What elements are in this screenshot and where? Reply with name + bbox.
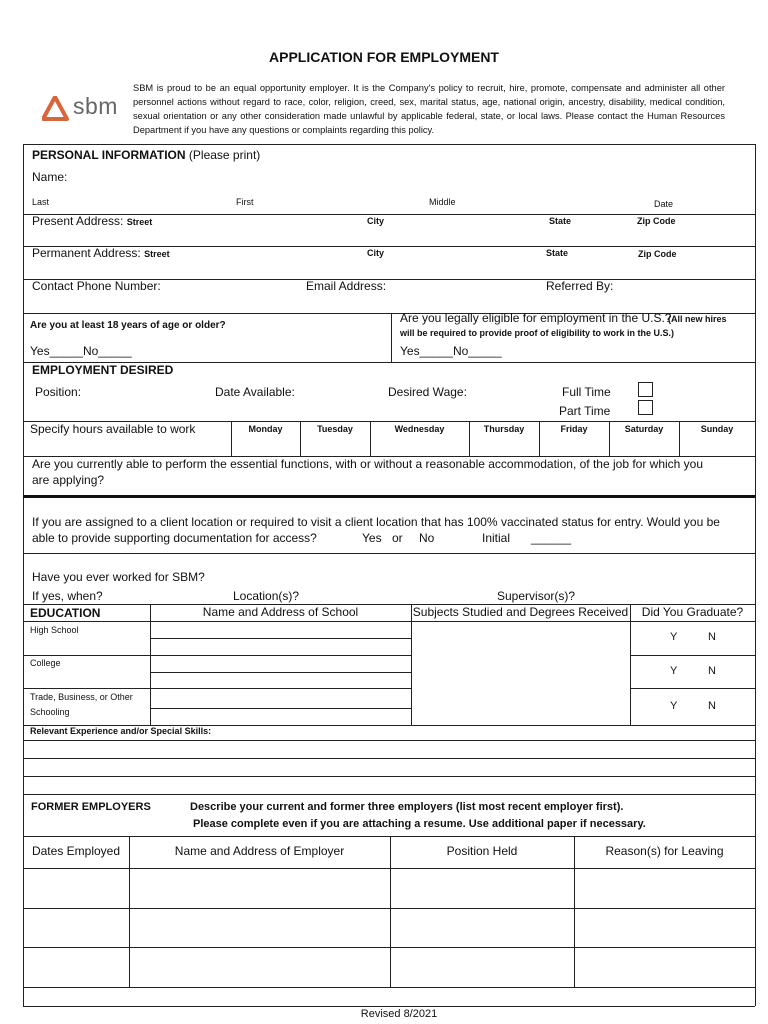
- education-row-college: College: [30, 658, 61, 668]
- essential-functions-question-cont: are applying?: [32, 473, 105, 487]
- locations-label: Location(s)?: [233, 589, 300, 603]
- if-yes-when-label: If yes, when?: [32, 589, 103, 603]
- eligibility-question: Are you legally eligible for employment in the U.S.?: [400, 311, 672, 325]
- vaccination-question: If you are assigned to a client location or required to visit a client location that has 100% vaccinated status for entry. Would you be: [32, 515, 720, 529]
- age-yes-no: Yes_____No_____: [30, 344, 132, 358]
- employment-desired-heading: EMPLOYMENT DESIRED: [32, 363, 174, 377]
- education-heading: EDUCATION: [30, 606, 101, 620]
- worked-for-sbm-question: Have you ever worked for SBM?: [32, 570, 205, 584]
- hours-available-label: Specify hours available to work: [30, 422, 196, 436]
- day-tuesday: Tuesday: [317, 424, 353, 434]
- part-time-checkbox[interactable]: [638, 400, 653, 415]
- revised-date: Revised 8/2021: [360, 1008, 438, 1020]
- page-title: APPLICATION FOR EMPLOYMENT: [269, 49, 499, 65]
- eligibility-yes-no: Yes_____No_____: [400, 344, 502, 358]
- college-graduate-yes[interactable]: Y: [670, 665, 678, 677]
- desired-wage-label: Desired Wage:: [388, 385, 467, 399]
- education-col-subjects: Subjects Studied and Degrees Received: [412, 605, 629, 619]
- employers-col-name: Name and Address of Employer: [174, 844, 345, 858]
- permanent-city-label: City: [367, 248, 385, 258]
- education-col-school: Name and Address of School: [202, 605, 359, 619]
- permanent-state-label: State: [546, 248, 569, 258]
- education-row-trade: Trade, Business, or Other: [30, 692, 133, 702]
- personal-info-note: (Please print): [188, 148, 261, 162]
- logo-mark-icon: [42, 96, 70, 122]
- middle-name-label: Middle: [429, 197, 456, 207]
- relevant-skills-label: Relevant Experience and/or Special Skills:: [30, 726, 212, 736]
- employers-col-position: Position Held: [446, 844, 518, 858]
- supervisors-label: Supervisor(s)?: [497, 589, 576, 603]
- present-address-label: [32, 214, 152, 228]
- full-time-checkbox[interactable]: [638, 382, 653, 397]
- vaccination-or: or: [392, 531, 403, 545]
- full-time-label: Full Time: [562, 385, 611, 399]
- vaccination-initial-label: Initial: [482, 531, 511, 545]
- trade-graduate-no[interactable]: N: [708, 700, 716, 712]
- day-saturday: Saturday: [624, 424, 664, 434]
- present-street-label: Street: [126, 217, 153, 227]
- high-school-graduate-yes[interactable]: Y: [670, 631, 678, 643]
- date-available-label: Date Available:: [215, 385, 295, 399]
- employers-col-reason: Reason(s) for Leaving: [605, 844, 724, 858]
- email-label: Email Address:: [306, 279, 387, 293]
- day-monday: Monday: [248, 424, 283, 434]
- name-label: Name:: [32, 170, 68, 184]
- present-zip-label: Zip Code: [637, 216, 676, 226]
- eligibility-note-1: (All new hires: [668, 314, 727, 324]
- vaccination-initial-field[interactable]: ______: [531, 531, 572, 545]
- first-name-label: First: [236, 197, 254, 207]
- last-name-label: Last: [32, 197, 50, 207]
- eeo-policy: SBM is proud to be an equal opportunity employer. It is the Company's policy to recruit, hire, promote, compensate and administer all other personnel actions without regard to race, color, religion, creed, sex, marital status, age, national origin, ancestry, disability, medical condition, sexual orientation or any other consideration made unlawful by applicable federal, state, or local laws. Please contact the Human Resources Department if you have any questions or complaints regarding this policy.: [133, 83, 725, 135]
- essential-functions-question: Are you currently able to perform the essential functions, with or without a reasonable accommodation, of the job for which you: [32, 457, 704, 471]
- education-row-trade-cont: Schooling: [30, 707, 70, 717]
- eligibility-note-2: will be required to provide proof of eligibility to work in the U.S.): [400, 328, 675, 338]
- college-graduate-no[interactable]: N: [708, 665, 716, 677]
- education-row-high-school: High School: [30, 625, 79, 635]
- day-thursday: Thursday: [483, 424, 525, 434]
- permanent-zip-label: Zip Code: [638, 249, 677, 259]
- referred-by-label: Referred By:: [546, 279, 614, 293]
- vaccination-yes: Yes: [362, 531, 382, 545]
- permanent-address-title: Permanent Address:: [32, 246, 141, 260]
- part-time-label: Part Time: [559, 404, 611, 418]
- personal-info-title: PERSONAL INFORMATION: [32, 148, 186, 162]
- day-sunday: Sunday: [700, 424, 734, 434]
- present-address-title: Present Address:: [32, 214, 124, 228]
- former-employers-heading: FORMER EMPLOYERS: [31, 801, 151, 813]
- logo-text: sbm: [73, 93, 118, 119]
- date-label: Date: [654, 199, 674, 209]
- phone-label: Contact Phone Number:: [32, 279, 161, 293]
- day-friday: Friday: [560, 424, 588, 434]
- vaccination-question-cont: able to provide supporting documentation for access?: [32, 531, 317, 545]
- permanent-address-label: [32, 246, 170, 260]
- education-col-graduate: Did You Graduate?: [641, 605, 744, 619]
- former-employers-instruction-2: Please complete even if you are attaching a resume. Use additional paper if necessary.: [193, 818, 646, 830]
- day-wednesday: Wednesday: [394, 424, 445, 434]
- personal-info-heading: [32, 148, 260, 162]
- high-school-graduate-no[interactable]: N: [708, 631, 716, 643]
- employers-col-dates: Dates Employed: [31, 844, 121, 858]
- permanent-street-label: Street: [144, 249, 170, 259]
- present-city-label: City: [367, 216, 385, 226]
- trade-graduate-yes[interactable]: Y: [670, 700, 678, 712]
- former-employers-instruction-1: Describe your current and former three employers (list most recent employer first).: [190, 801, 624, 813]
- age-question: Are you at least 18 years of age or older?: [30, 320, 226, 331]
- position-label: Position:: [35, 385, 82, 399]
- vaccination-no: No: [419, 531, 435, 545]
- present-state-label: State: [549, 216, 572, 226]
